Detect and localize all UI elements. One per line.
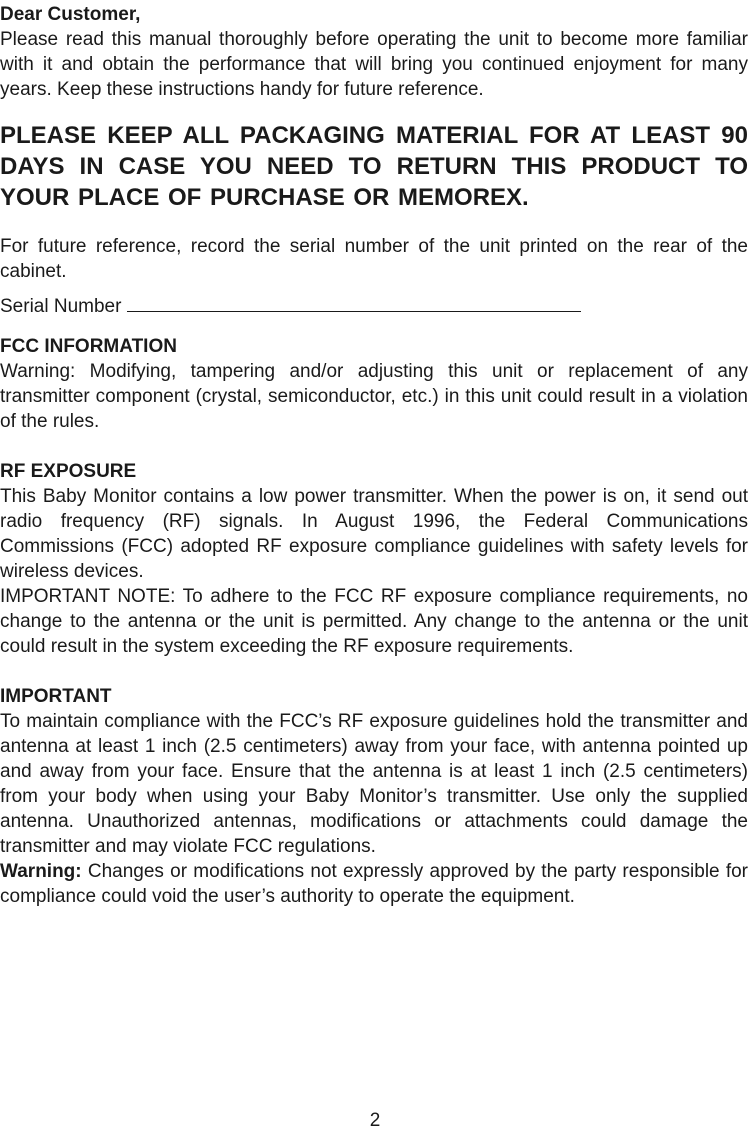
important-heading: IMPORTANT — [0, 686, 112, 707]
rf-heading: RF EXPOSURE — [0, 461, 137, 482]
intro-paragraph: Please read this manual thoroughly before operating the unit to become more familiar with it and obtain the performance that will bring you continued enjoyment for many years. Keep these instructions handy for future reference. — [0, 29, 748, 100]
fcc-heading: FCC INFORMATION — [0, 336, 177, 357]
fcc-section — [0, 334, 748, 434]
packaging-notice: PLEASE KEEP ALL PACKAGING MATERIAL FOR AT LEAST 90 DAYS IN CASE YOU NEED TO RETURN THIS PRODUCT TO YOUR PLACE OF PURCHASE OR MEMOREX. — [0, 122, 748, 211]
greeting-section — [0, 2, 748, 102]
fcc-text: Warning: Modifying, tampering and/or adjusting this unit or replacement of any transmitter component (crystal, semiconductor, etc.) in this unit could result in a violation of the rules. — [0, 361, 748, 432]
rf-exposure-section — [0, 459, 748, 659]
greeting: Dear Customer, — [0, 4, 141, 25]
page-number: 2 — [369, 1110, 381, 1131]
rf-important-note: IMPORTANT NOTE: To adhere to the FCC RF exposure compliance requirements, no change to the antenna or the unit is permitted. Any change to the antenna or the unit could result in the system exceeding the RF exposure requirements. — [0, 586, 748, 657]
important-section — [0, 684, 748, 909]
serial-number-blank — [127, 294, 581, 312]
warning-text: Changes or modifications not expressly approved by the party responsible for compliance could void the user’s authority to operate the equipment. — [0, 861, 749, 907]
serial-number-label: Serial Number — [0, 296, 122, 317]
serial-number-line — [0, 294, 748, 319]
warning-label: Warning: — [0, 861, 82, 882]
packaging-notice-section — [0, 120, 748, 213]
serial-instruction: For future reference, record the serial number of the unit printed on the rear of the cabinet. — [0, 236, 748, 282]
important-text: To maintain compliance with the FCC’s RF exposure guidelines hold the transmitter and antenna at least 1 inch (2.5 centimeters) away from your face, with antenna pointed up and away from your face. Ensure that the antenna is at least 1 inch (2.5 centimeters) from your body when using your Baby Monitor’s transmitter. Use only the supplied antenna. Unauthorized antennas, modifications or attachments could damage the transmitter and may violate FCC regulations. — [0, 711, 748, 857]
rf-text: This Baby Monitor contains a low power transmitter. When the power is on, it send out radio frequency (RF) signals. In August 1996, the Federal Communications Commissions (FCC) adopted RF exposure compliance guidelines with safety levels for wireless devices. — [0, 486, 748, 582]
warning-paragraph — [0, 859, 748, 909]
serial-section — [0, 234, 748, 319]
